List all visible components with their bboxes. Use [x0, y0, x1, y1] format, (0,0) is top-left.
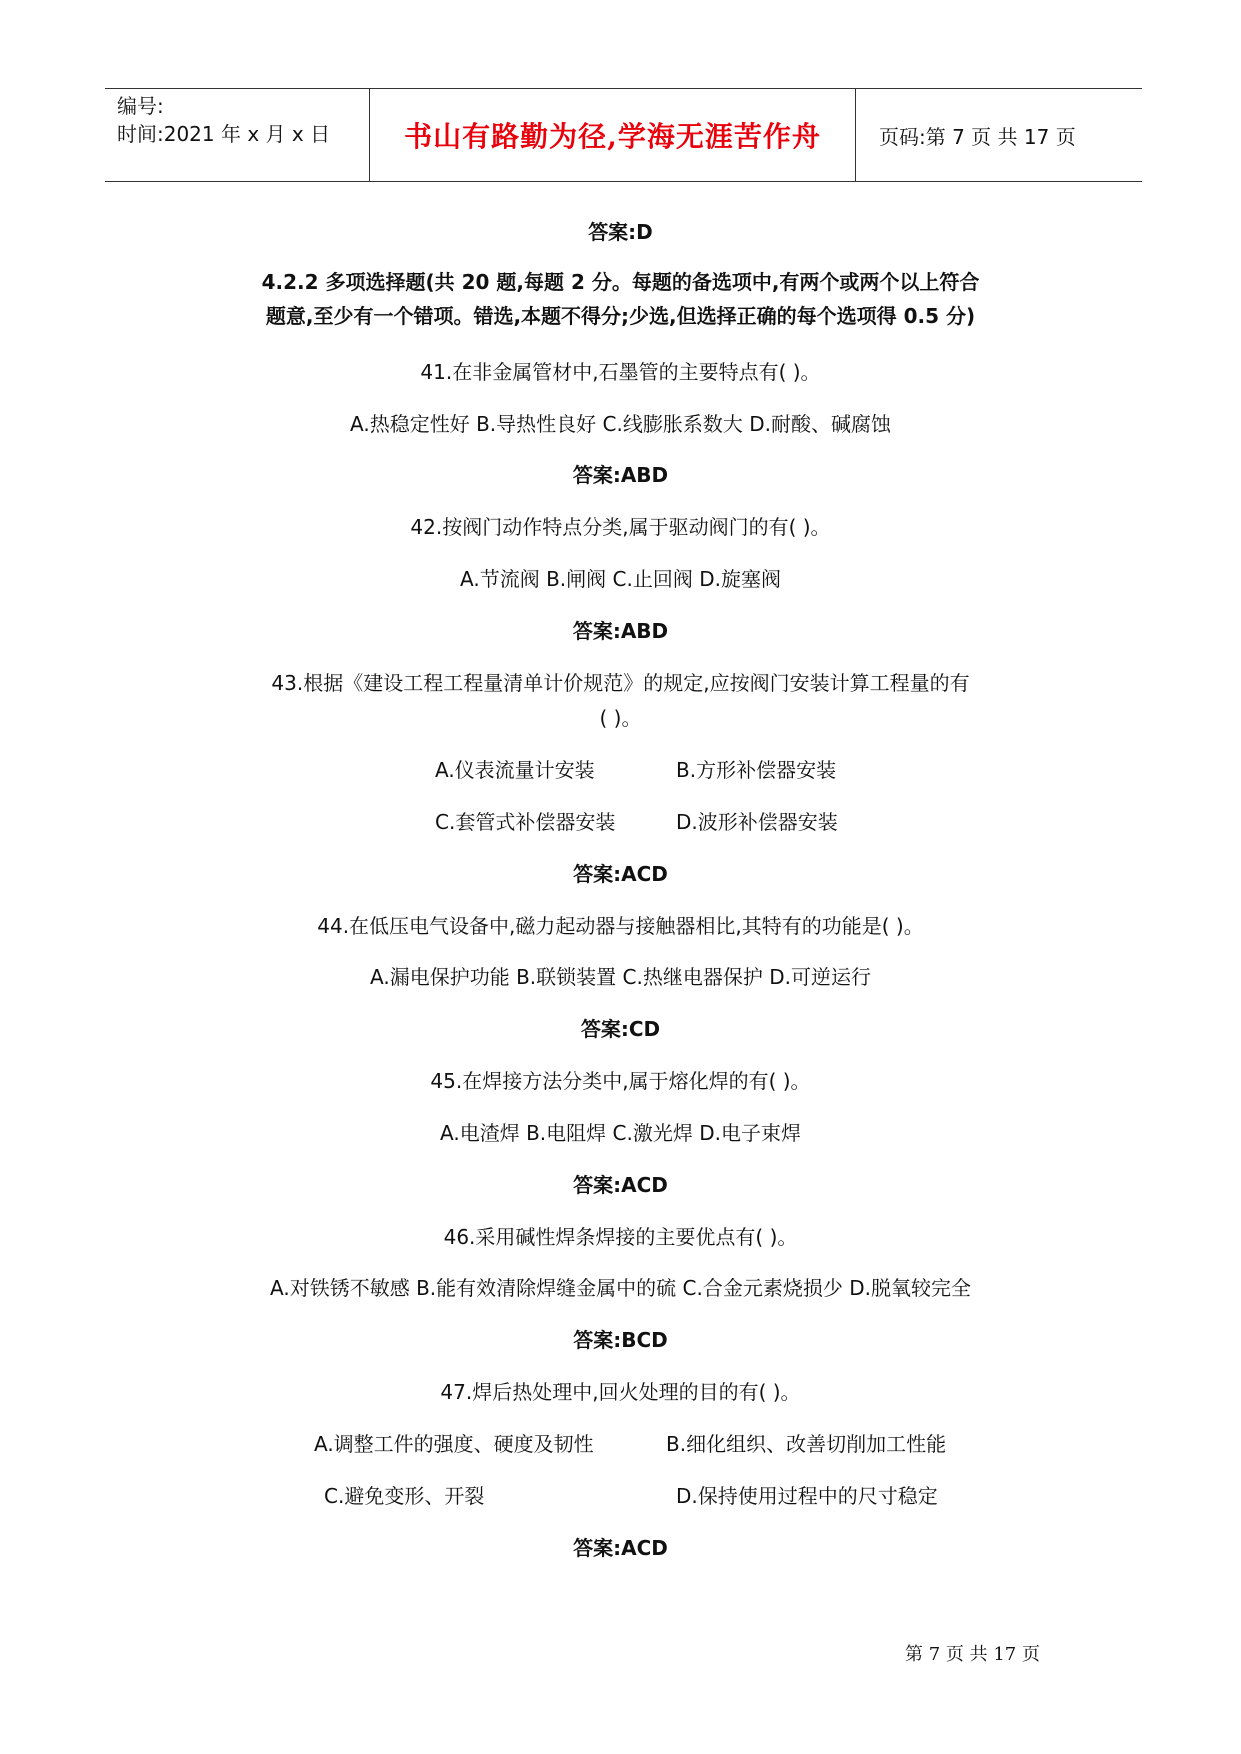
header-left-cell: [117, 89, 362, 181]
code-label: 编号:: [117, 94, 164, 118]
motto: 书山有路勤为径,学海无涯苦作舟: [369, 89, 856, 181]
question-41: 41.在非金属管材中,石墨管的主要特点有( )。: [420, 360, 821, 384]
question-47-answer: 答案:ACD: [573, 1536, 668, 1560]
question-47-option-b: B.细化组织、改善切削加工性能: [666, 1432, 947, 1456]
question-43-option-d: D.波形补偿器安装: [676, 810, 838, 834]
question-41-answer: 答案:ABD: [572, 463, 669, 487]
time-label: 时间:2021 年 x 月 x 日: [117, 122, 331, 146]
question-41-options: A.热稳定性好 B.导热性良好 C.线膨胀系数大 D.耐酸、碱腐蚀: [350, 412, 891, 436]
question-43-line2: ( )。: [599, 706, 642, 730]
question-43-option-b: B.方形补偿器安装: [676, 758, 837, 782]
prev-answer: 答案:D: [588, 220, 653, 244]
section-heading-line1: 4.2.2 多项选择题(共 20 题,每题 2 分。每题的备选项中,有两个或两个以上符合: [261, 270, 980, 294]
question-44-options: A.漏电保护功能 B.联锁装置 C.热继电器保护 D.可逆运行: [370, 965, 871, 989]
question-47-option-c: C.避免变形、开裂: [324, 1484, 485, 1508]
question-47-option-d: D.保持使用过程中的尺寸稳定: [676, 1484, 938, 1508]
question-43-line1: 43.根据《建设工程工程量清单计价规范》的规定,应按阀门安装计算工程量的有: [271, 671, 970, 695]
question-47-option-a: A.调整工件的强度、硬度及韧性: [314, 1432, 594, 1456]
question-42: 42.按阀门动作特点分类,属于驱动阀门的有( )。: [410, 515, 831, 539]
page-code: 页码:第 7 页 共 17 页: [879, 124, 1076, 149]
question-44: 44.在低压电气设备中,磁力起动器与接触器相比,其特有的功能是( )。: [317, 914, 924, 938]
section-heading-line2: 题意,至少有一个错项。错选,本题不得分;少选,但选择正确的每个选项得 0.5 分): [265, 304, 976, 328]
question-45: 45.在焊接方法分类中,属于熔化焊的有( )。: [430, 1069, 811, 1093]
question-44-answer: 答案:CD: [580, 1017, 661, 1041]
page-footer: 第 7 页 共 17 页: [905, 1644, 1040, 1665]
question-43-answer: 答案:ACD: [573, 862, 668, 886]
question-46-answer: 答案:BCD: [573, 1328, 668, 1352]
question-46-options: A.对铁锈不敏感 B.能有效清除焊缝金属中的硫 C.合金元素烧损少 D.脱氧较完全: [270, 1276, 971, 1300]
page-header: [105, 88, 1142, 182]
question-43-option-a: A.仪表流量计安装: [435, 758, 595, 782]
question-42-options: A.节流阀 B.闸阀 C.止回阀 D.旋塞阀: [460, 567, 781, 591]
question-45-answer: 答案:ACD: [573, 1173, 668, 1197]
question-46: 46.采用碱性焊条焊接的主要优点有( )。: [443, 1225, 798, 1249]
question-45-options: A.电渣焊 B.电阻焊 C.激光焊 D.电子束焊: [440, 1121, 801, 1145]
question-42-answer: 答案:ABD: [572, 619, 669, 643]
question-47: 47.焊后热处理中,回火处理的目的有( )。: [440, 1380, 801, 1404]
question-43-option-c: C.套管式补偿器安装: [435, 810, 616, 834]
